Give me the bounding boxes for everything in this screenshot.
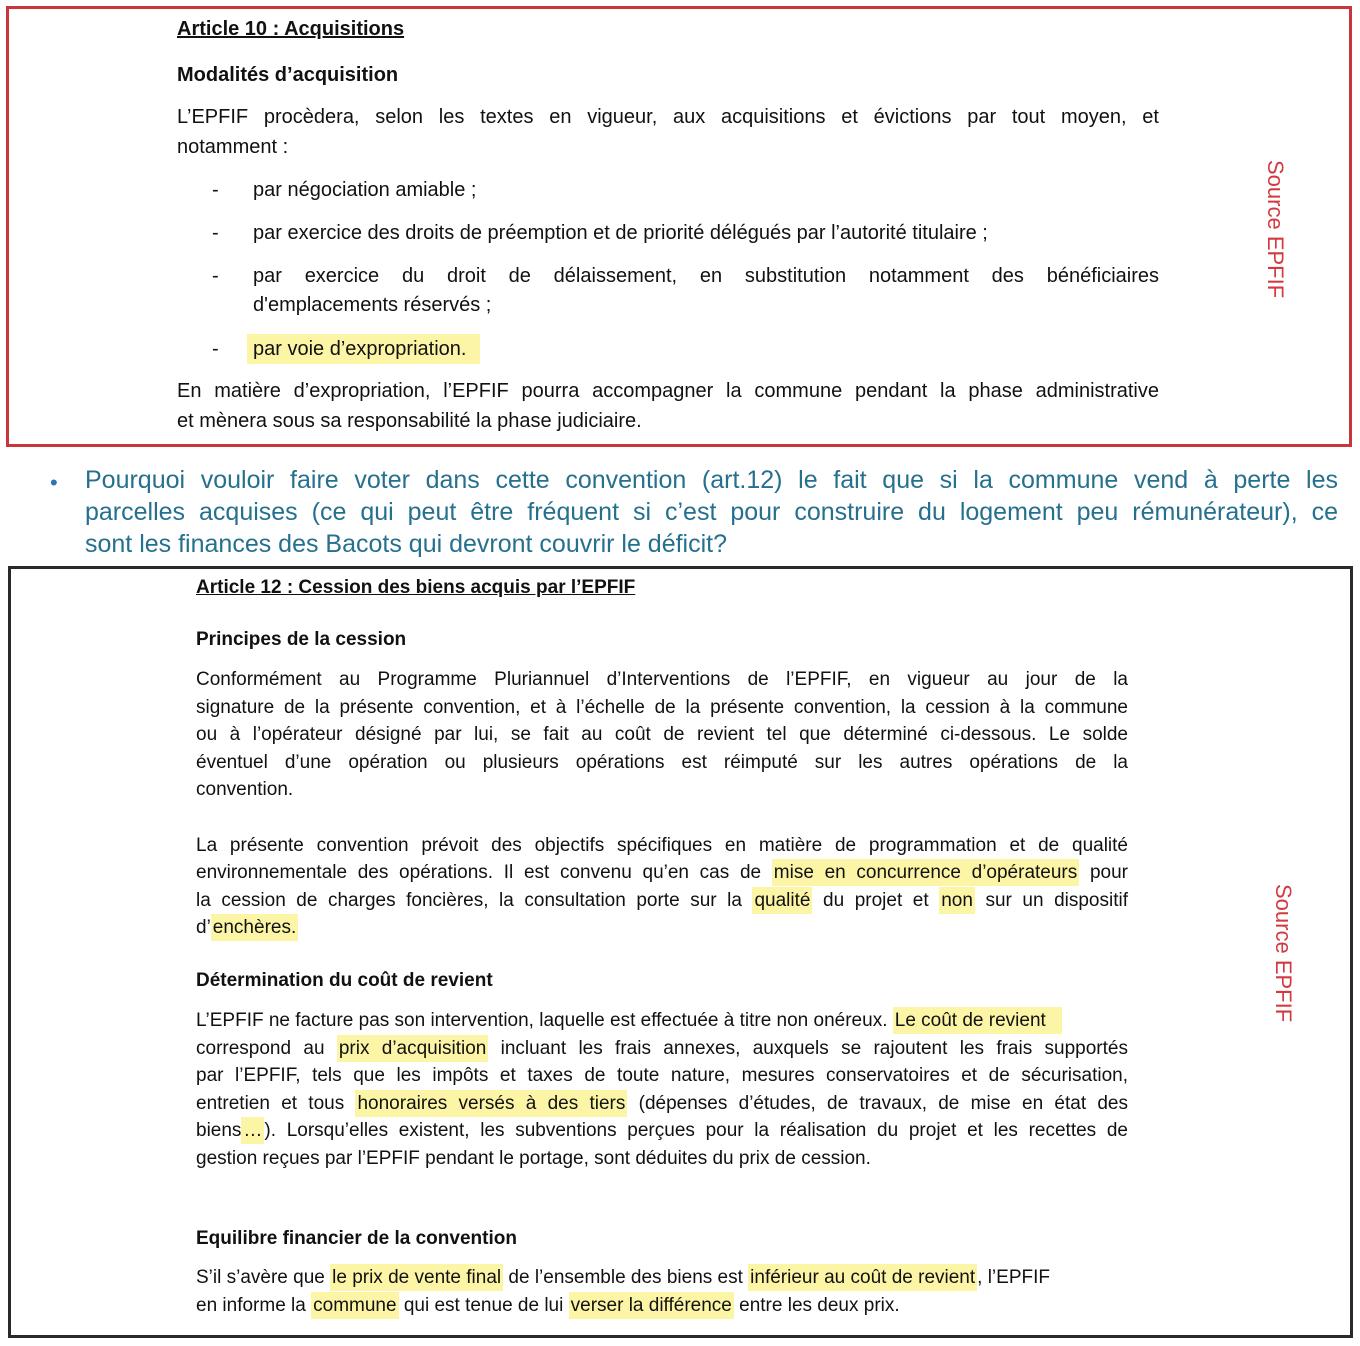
highlight-qualite: qualité — [752, 887, 812, 914]
list-dash: - — [212, 338, 219, 360]
p1-line-2: signature de la présente convention, et à l’échelle de la présente convention, la cession à la commune — [196, 697, 1128, 718]
question-line-3: sont les finances des Bacots qui devront couvrir le déficit? — [85, 530, 728, 558]
list-item-delaissement-line-2: d'emplacements réservés ; — [253, 294, 492, 316]
highlight-prix-acquisition: prix d’acquisition — [337, 1035, 489, 1062]
text-run: correspond au — [196, 1038, 337, 1059]
source-label-bottom: Source EPFIF — [1271, 884, 1296, 1023]
p1-line-1: Conformément au Programme Pluriannuel d’Interventions de l’EPFIF, en vigueur au jour de la — [196, 669, 1128, 690]
highlight-verser-la-difference: verser la différence — [569, 1292, 734, 1319]
p2-line-4 — [196, 914, 298, 942]
text-run: entre les deux prix. — [733, 1295, 900, 1316]
highlight-inferieur-cout-revient: inférieur au coût de revient — [748, 1264, 977, 1291]
p3-line-6: gestion reçues par l’EPFIF pendant le portage, sont déduites du prix de cession. — [196, 1148, 871, 1169]
p3-line-4 — [196, 1090, 1128, 1118]
highlight-non: non — [939, 887, 975, 914]
text-run: biens — [196, 1120, 242, 1141]
p4-line-2 — [196, 1292, 900, 1320]
question-text — [85, 464, 1338, 560]
article-12-subtitle-principes: Principes de la cession — [196, 629, 407, 650]
text-run: S’il s’avère que — [196, 1267, 331, 1288]
text-run: ). Lorsqu’elles existent, les subventions perçues pour la réalisation du projet et les recettes de — [264, 1120, 1128, 1141]
p3-line-2 — [196, 1035, 1128, 1063]
highlight-commune: commune — [311, 1292, 398, 1319]
highlight-encheres: enchères. — [211, 914, 298, 941]
text-run: d’ — [196, 917, 211, 938]
article-10-intro-line-1: L’EPFIF procèdera, selon les textes en vigueur, aux acquisitions et évictions par tout moyen, et — [177, 106, 1159, 128]
article-10-subtitle: Modalités d’acquisition — [177, 64, 399, 86]
list-item-expropriation — [247, 335, 480, 364]
text-run: en informe la — [196, 1295, 312, 1316]
p2-line-3 — [196, 887, 1128, 915]
text-run: L’EPFIF ne facture pas son intervention, laquelle est effectuée à titre non onéreux. — [196, 1010, 893, 1031]
highlight-cout-de-revient: Le coût de revient — [893, 1007, 1062, 1034]
p3-line-1 — [196, 1007, 1062, 1035]
article-10-outro-line-2: et mènera sous sa responsabilité la phase judiciaire. — [177, 410, 642, 432]
list-dash: - — [212, 179, 219, 201]
p1-line-4: éventuel d’une opération ou plusieurs opérations est réimputé sur les autres opérations de la — [196, 752, 1128, 773]
p1-line-5: convention. — [196, 779, 294, 800]
article-12-title: Article 12 : Cession des biens acquis par l’EPFIF — [196, 577, 636, 598]
text-run: du projet et — [812, 890, 940, 911]
question-line-2: parcelles acquises (ce qui peut être fréquent si c’est pour construire du logement peu rémunérateur), ce — [85, 498, 1338, 526]
p3-line-3: par l’EPFIF, tels que les impôts et taxes de toute nature, mesures conservatoires et de sécurisation, — [196, 1065, 1128, 1086]
list-dash: - — [212, 222, 219, 244]
article-10-title: Article 10 : Acquisitions — [177, 18, 405, 40]
text-run: (dépenses d’études, de travaux, de mise en état des — [627, 1093, 1128, 1114]
article-10-outro-line-1: En matière d’expropriation, l’EPFIF pourra accompagner la commune pendant la phase administrative — [177, 380, 1159, 402]
text-run: environnementale des opérations. Il est convenu qu’en cas de — [196, 862, 772, 883]
article-10-intro-line-2: notamment : — [177, 136, 289, 158]
list-item-negociation: par négociation amiable ; — [253, 179, 477, 201]
p2-line-1: La présente convention prévoit des objectifs spécifiques en matière de programmation et de qualité — [196, 835, 1128, 856]
text-run: de l’ensemble des biens est — [503, 1267, 749, 1288]
source-label-top: Source EPFIF — [1263, 160, 1288, 299]
article-12-subtitle-equilibre: Equilibre financier de la convention — [196, 1228, 517, 1249]
highlight-ellipsis: … — [241, 1117, 264, 1144]
highlight-honoraires: honoraires versés à des tiers — [355, 1090, 627, 1117]
list-dash: - — [212, 265, 219, 287]
text-run: incluant les frais annexes, auxquels se rajoutent les frais supportés — [488, 1038, 1128, 1059]
highlight-mise-en-concurrence: mise en concurrence d’opérateurs — [772, 859, 1080, 886]
text-run: , l’EPFIF — [977, 1267, 1050, 1288]
text-run: sur un dispositif — [974, 890, 1129, 911]
article-12-subtitle-cout-de-revient: Détermination du coût de revient — [196, 970, 493, 991]
text-run: entretien et tous — [196, 1093, 356, 1114]
text-run: la cession de charges foncières, la consultation porte sur la — [196, 890, 753, 911]
highlight-expropriation: par voie d’expropriation. — [247, 334, 480, 364]
highlight-prix-de-vente-final: le prix de vente final — [330, 1264, 503, 1291]
text-run: pour — [1079, 862, 1128, 883]
list-item-delaissement-line-1: par exercice du droit de délaissement, en substitution notamment des bénéficiaires — [253, 265, 1159, 287]
text-run: qui est tenue de lui — [398, 1295, 569, 1316]
bullet-point: • — [50, 470, 58, 495]
p4-line-1 — [196, 1264, 1050, 1292]
question-line-1: Pourquoi vouloir faire voter dans cette convention (art.12) le fait que si la commune vend à perte les — [85, 466, 1338, 494]
list-item-preemption: par exercice des droits de préemption et de priorité délégués par l’autorité titulaire ; — [253, 222, 988, 244]
p1-line-3: ou à l’opérateur désigné par lui, se fait au coût de revient tel que déterminé ci-dessous. Le solde — [196, 724, 1128, 745]
p2-line-2 — [196, 859, 1128, 887]
p3-line-5 — [196, 1117, 1128, 1145]
